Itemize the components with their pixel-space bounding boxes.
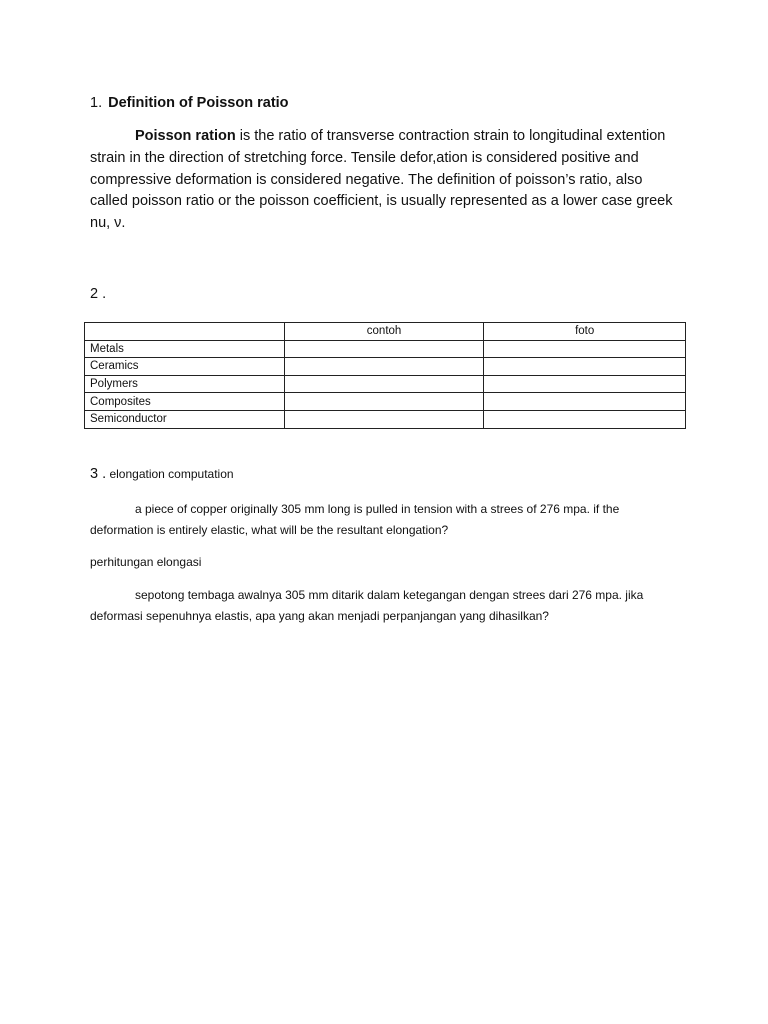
table-cell: Polymers <box>85 375 285 393</box>
table-cell <box>484 340 686 358</box>
table-cell <box>484 358 686 376</box>
question-indonesian-text: sepotong tembaga awalnya 305 mm ditarik dalam ketegangan dengan strees dari 276 mpa. jika deformasi sepenuhnya elastis, apa yang akan menjadi perpanjangan yang dihasilkan? <box>90 588 644 623</box>
table-header-cell: foto <box>484 323 686 341</box>
section-3-title: elongation computation <box>106 467 234 481</box>
table-cell <box>284 375 484 393</box>
poisson-definition-paragraph <box>90 126 680 235</box>
table-row <box>85 340 686 358</box>
table-cell <box>284 393 484 411</box>
table-row <box>85 358 686 376</box>
question-indonesian-paragraph <box>90 585 680 627</box>
materials-table <box>84 322 686 429</box>
table-header-cell <box>85 323 285 341</box>
table-cell: Semiconductor <box>85 410 285 428</box>
table-cell <box>484 410 686 428</box>
poisson-term: Poisson ration <box>135 128 236 144</box>
section-2-heading: 2 . <box>90 286 107 302</box>
section-1-number: 1. <box>90 95 103 111</box>
section-3-subtitle-indonesian: perhitungan elongasi <box>90 555 202 569</box>
table-cell <box>284 410 484 428</box>
table-header-row <box>85 323 686 341</box>
table-cell <box>484 375 686 393</box>
table-cell <box>484 393 686 411</box>
section-1-title: Definition of Poisson ratio <box>108 95 289 111</box>
table-row <box>85 375 686 393</box>
table-cell <box>284 340 484 358</box>
question-english-paragraph <box>90 499 680 541</box>
table-header-cell: contoh <box>284 323 484 341</box>
question-english-text: a piece of copper originally 305 mm long is pulled in tension with a strees of 276 mpa. if the deformation is entirely elastic, what will be the resultant elongation? <box>90 502 620 537</box>
table-cell: Metals <box>85 340 285 358</box>
table-cell <box>284 358 484 376</box>
section-3-heading <box>90 466 234 482</box>
table-cell: Ceramics <box>85 358 285 376</box>
table-cell: Composites <box>85 393 285 411</box>
section-3-number: 3 . <box>90 466 107 482</box>
table-row <box>85 410 686 428</box>
poisson-definition-text: is the ratio of transverse contraction strain to longitudinal extention strain in the direction of stretching force. Tensile defor,ation is considered positive and compressive deformation is considered negative. The definition of poisson’s ratio, also called poisson ratio or the poisson coefficient, is usually represented as a lower case greek nu, ν. <box>90 128 673 232</box>
table-row <box>85 393 686 411</box>
section-1-heading <box>90 95 289 111</box>
